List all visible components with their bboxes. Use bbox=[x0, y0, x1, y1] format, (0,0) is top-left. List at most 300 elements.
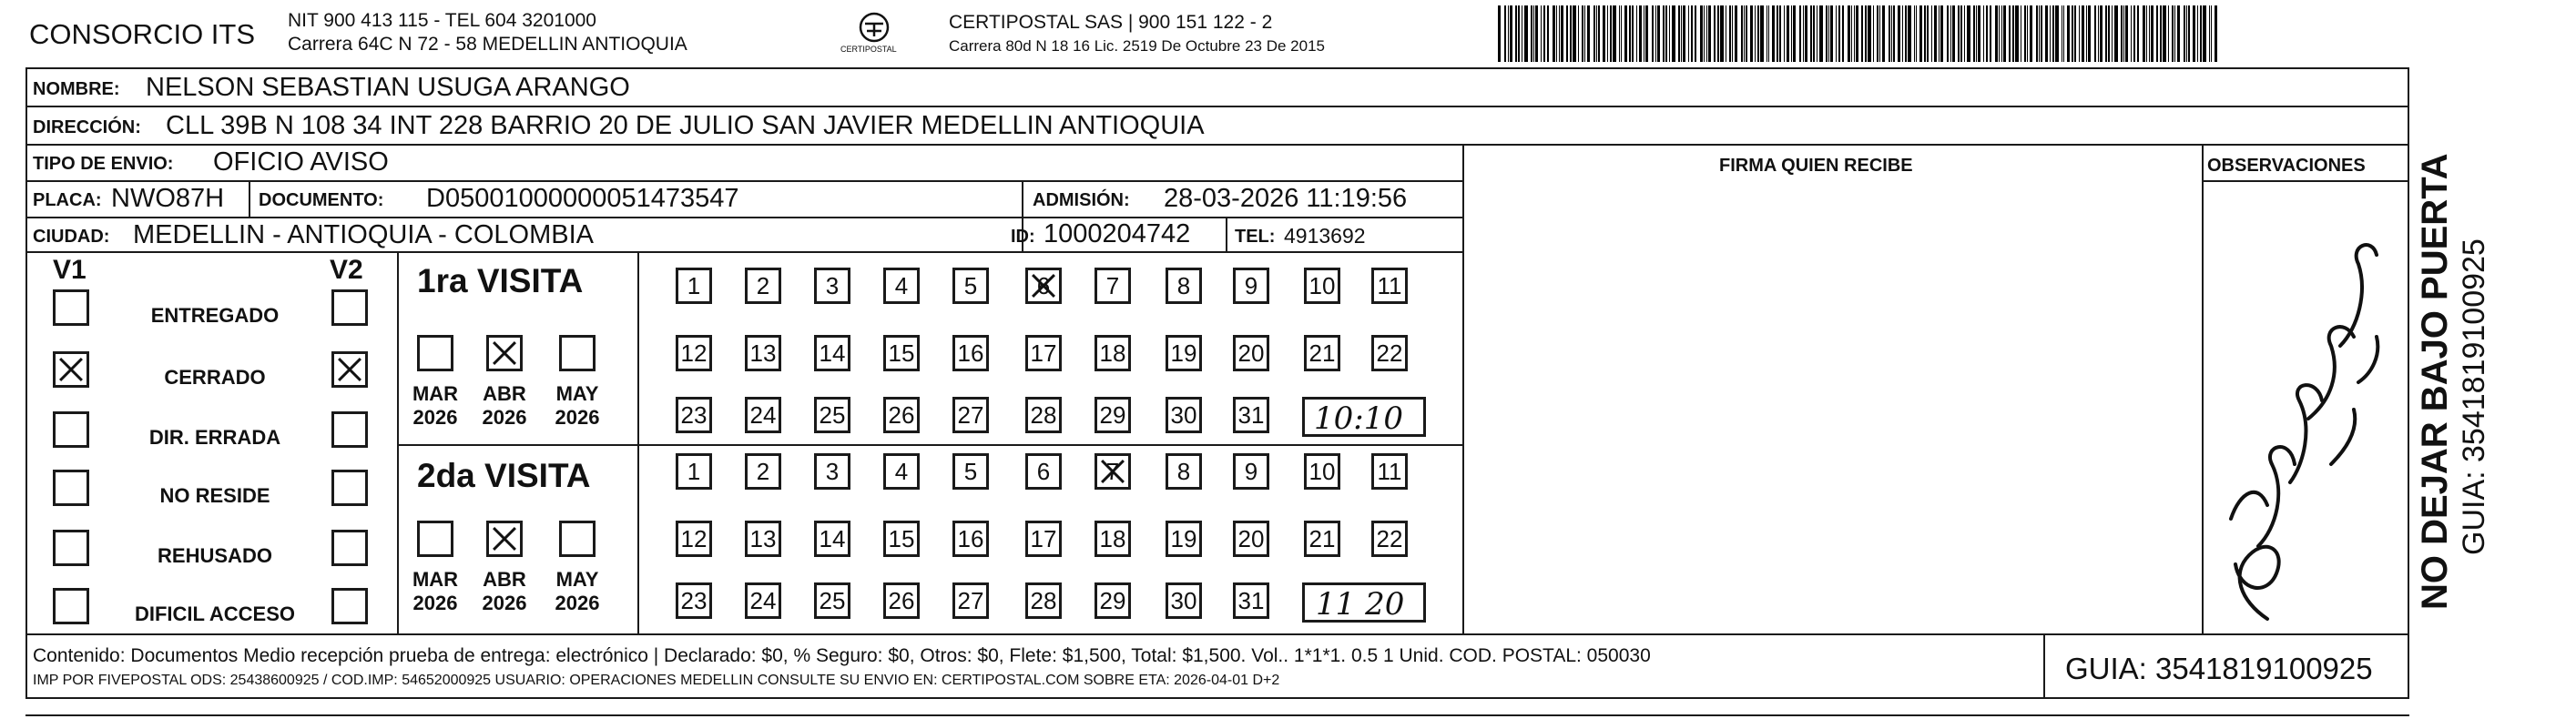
barcode-bar bbox=[2186, 5, 2187, 62]
status-label: DIR. ERRADA bbox=[148, 426, 281, 449]
visit2-day-number: 19 bbox=[1170, 524, 1197, 552]
visit1-day-box[interactable] bbox=[745, 397, 781, 433]
visit1-time-box bbox=[1302, 397, 1426, 437]
visit2-day-box[interactable] bbox=[1025, 521, 1062, 557]
barcode-bar bbox=[1510, 5, 1512, 62]
visit2-day-box[interactable] bbox=[676, 453, 712, 490]
visit1-day-box[interactable] bbox=[1233, 268, 1269, 304]
visit1-day-box[interactable] bbox=[1166, 268, 1202, 304]
row-rule-1 bbox=[25, 106, 2409, 107]
visit1-day-box[interactable] bbox=[1166, 397, 1202, 433]
barcode-bar bbox=[1700, 5, 1703, 62]
visit2-day-box[interactable] bbox=[1095, 582, 1131, 619]
barcode-bar bbox=[1607, 5, 1608, 62]
visit2-day-box[interactable] bbox=[1371, 521, 1408, 557]
barcode-bar bbox=[1515, 5, 1517, 62]
v2-checkbox[interactable] bbox=[331, 351, 368, 388]
visit1-day-box[interactable] bbox=[1371, 268, 1408, 304]
visit2-day-box[interactable] bbox=[745, 521, 781, 557]
visit2-day-number: 22 bbox=[1376, 524, 1403, 552]
barcode-bar bbox=[1851, 5, 1852, 62]
status-label: CERRADO bbox=[164, 366, 266, 389]
visit2-day-box[interactable] bbox=[1166, 521, 1202, 557]
visit2-month-label: ABR bbox=[483, 568, 526, 591]
barcode-bar bbox=[1819, 5, 1823, 62]
col-firma-left bbox=[1462, 144, 1464, 633]
barcode-bar bbox=[1976, 5, 1977, 62]
barcode-bar bbox=[2125, 5, 2128, 62]
barcode-bar bbox=[2121, 5, 2123, 62]
id-label: ID: bbox=[1011, 227, 1035, 247]
visit1-day-box[interactable] bbox=[1095, 335, 1131, 371]
visit2-day-number: 2 bbox=[756, 457, 770, 485]
barcode-bar bbox=[1744, 5, 1745, 62]
visit1-day-number: 13 bbox=[749, 339, 777, 367]
barcode-bar bbox=[1672, 5, 1675, 62]
barcode-bar bbox=[1898, 5, 1900, 62]
visit1-day-box[interactable] bbox=[1371, 335, 1408, 371]
barcode-bar bbox=[1861, 5, 1863, 62]
ciudad-label: CIUDAD: bbox=[33, 227, 110, 247]
barcode-bar bbox=[1596, 5, 1597, 62]
barcode-bar bbox=[2082, 5, 2084, 62]
barcode-bar bbox=[1695, 5, 1696, 62]
visit1-day-number: 1 bbox=[687, 271, 701, 299]
visit2-time-box bbox=[1302, 582, 1426, 623]
barcode-bar bbox=[1964, 5, 1965, 62]
row-rule-5 bbox=[25, 251, 1462, 253]
barcode-bar bbox=[2137, 5, 2139, 62]
visit1-day-number: 17 bbox=[1030, 339, 1057, 367]
barcode-bar bbox=[2151, 5, 2153, 62]
visit2-day-box[interactable] bbox=[1095, 453, 1131, 490]
barcode-bar bbox=[1760, 5, 1764, 62]
barcode-bar bbox=[2100, 5, 2103, 62]
visit2-day-box[interactable] bbox=[745, 582, 781, 619]
barcode-bar bbox=[1879, 5, 1880, 62]
visit2-day-box[interactable] bbox=[952, 521, 989, 557]
courier-line-1: CERTIPOSTAL SAS | 900 151 122 - 2 bbox=[949, 12, 1273, 33]
visit2-day-number: 23 bbox=[680, 586, 708, 614]
visit1-day-box[interactable] bbox=[952, 335, 989, 371]
visit2-day-box[interactable] bbox=[676, 521, 712, 557]
v1-checkbox[interactable] bbox=[53, 588, 89, 624]
barcode-bar bbox=[1791, 5, 1792, 62]
barcode-bar bbox=[1826, 5, 1828, 62]
barcode-bar bbox=[2088, 5, 2091, 62]
barcode-bar bbox=[2149, 5, 2150, 62]
barcode-bar bbox=[1877, 5, 1879, 62]
barcode-bar bbox=[1735, 5, 1737, 62]
tel-value: 4913692 bbox=[1284, 224, 1366, 248]
barcode-bar bbox=[1655, 5, 1656, 62]
footer-rule bbox=[25, 633, 2409, 635]
visit2-day-box[interactable] bbox=[1095, 521, 1131, 557]
visit2-day-box[interactable] bbox=[1025, 582, 1062, 619]
visit2-day-number: 15 bbox=[888, 524, 915, 552]
visit2-month-checkbox[interactable] bbox=[559, 521, 596, 557]
visit2-day-box[interactable] bbox=[1025, 453, 1062, 490]
barcode-bar bbox=[1570, 5, 1572, 62]
barcode-bar bbox=[2063, 5, 2064, 62]
barcode-bar bbox=[1629, 5, 1631, 62]
barcode-bar bbox=[1854, 5, 1855, 62]
visit1-day-box[interactable] bbox=[1166, 335, 1202, 371]
visit1-day-box[interactable] bbox=[1233, 335, 1269, 371]
visit2-day-box[interactable] bbox=[745, 453, 781, 490]
barcode-bar bbox=[1619, 5, 1620, 62]
barcode-bar bbox=[1793, 5, 1796, 62]
footer-guia: GUIA: 3541819100925 bbox=[2065, 652, 2373, 685]
visit1-day-number: 20 bbox=[1237, 339, 1265, 367]
footer-contenido: Contenido: Documentos Medio recepción prueba de entrega: electrónico | Declarado: $0, % Seguro: $0, Otros: $0, Flete: $1,500, Total: $1,500. Vol.. 1*1*1. 0.5 1 Unid. COD. POSTAL: 050030 bbox=[33, 645, 1651, 666]
barcode-bar bbox=[2041, 5, 2042, 62]
barcode-bar bbox=[1732, 5, 1733, 62]
visit1-day-number: 24 bbox=[749, 400, 777, 429]
visit2-day-box[interactable] bbox=[1166, 453, 1202, 490]
barcode-bar bbox=[2072, 5, 2073, 62]
handwritten-signature bbox=[2204, 191, 2408, 632]
col-status-right bbox=[397, 251, 399, 633]
barcode-bar bbox=[2131, 5, 2132, 62]
visit2-day-box[interactable] bbox=[1371, 453, 1408, 490]
firma-header: FIRMA QUIEN RECIBE bbox=[1719, 156, 1913, 176]
barcode-bar bbox=[1547, 5, 1549, 62]
barcode-bar bbox=[1561, 5, 1563, 62]
visit1-day-number: 10 bbox=[1308, 271, 1336, 299]
barcode-bar bbox=[1838, 5, 1840, 62]
admision-value: 28-03-2026 11:19:56 bbox=[1164, 184, 1408, 213]
barcode-bar bbox=[1624, 5, 1627, 62]
barcode-bar bbox=[1610, 5, 1612, 62]
barcode-bar bbox=[1717, 5, 1719, 62]
barcode-bar bbox=[2211, 5, 2212, 62]
visit2-day-box[interactable] bbox=[814, 582, 850, 619]
col-months-right bbox=[637, 251, 639, 633]
barcode-bar bbox=[1939, 5, 1940, 62]
barcode-bar bbox=[1927, 5, 1929, 62]
visit1-day-box[interactable] bbox=[1233, 397, 1269, 433]
v1-checkbox[interactable] bbox=[53, 470, 89, 506]
barcode-bar bbox=[1873, 5, 1874, 62]
barcode-bar bbox=[2156, 5, 2158, 62]
barcode-bar bbox=[2024, 5, 2026, 62]
barcode-bar bbox=[1958, 5, 1960, 62]
visit1-day-box[interactable] bbox=[814, 268, 850, 304]
visit1-day-box[interactable] bbox=[883, 268, 920, 304]
visit2-day-box[interactable] bbox=[814, 521, 850, 557]
visit1-day-number: 11 bbox=[1377, 271, 1402, 299]
v1-checkbox[interactable] bbox=[53, 530, 89, 566]
company-line-2: Carrera 64C N 72 - 58 MEDELLIN ANTIOQUIA bbox=[288, 34, 687, 55]
visit2-day-box[interactable] bbox=[676, 582, 712, 619]
visit1-day-number: 28 bbox=[1030, 400, 1057, 429]
frame-right bbox=[2408, 67, 2409, 699]
visit1-day-number: 31 bbox=[1237, 400, 1265, 429]
visit2-day-box[interactable] bbox=[883, 521, 920, 557]
barcode-bar bbox=[1559, 5, 1560, 62]
visit1-day-box[interactable] bbox=[676, 397, 712, 433]
barcode-bar bbox=[1603, 5, 1605, 62]
barcode-bar bbox=[1787, 5, 1789, 62]
visit1-day-number: 14 bbox=[819, 339, 846, 367]
visit1-day-box[interactable] bbox=[1095, 397, 1131, 433]
barcode-bar bbox=[1498, 5, 1501, 62]
v1-checkbox[interactable] bbox=[53, 351, 89, 388]
v1-checkbox[interactable] bbox=[53, 289, 89, 326]
visit2-year-label: 2026 bbox=[482, 592, 527, 614]
barcode-bar bbox=[1983, 5, 1984, 62]
visit1-month-label: ABR bbox=[483, 382, 526, 405]
barcode-bar bbox=[2174, 5, 2175, 62]
v2-checkbox[interactable] bbox=[331, 289, 368, 326]
barcode-bar bbox=[1891, 5, 1892, 62]
barcode-bar bbox=[2168, 5, 2169, 62]
barcode-bar bbox=[1504, 5, 1506, 62]
barcode-bar bbox=[2055, 5, 2059, 62]
visit1-day-box[interactable] bbox=[745, 268, 781, 304]
barcode-bar bbox=[1553, 5, 1555, 62]
visit2-day-box[interactable] bbox=[1233, 453, 1269, 490]
visit1-year-label: 2026 bbox=[412, 406, 458, 429]
barcode-bar bbox=[2001, 5, 2002, 62]
visit2-day-number: 11 bbox=[1377, 457, 1402, 485]
barcode-bar bbox=[1777, 5, 1778, 62]
visit2-day-box[interactable] bbox=[1166, 582, 1202, 619]
barcode bbox=[1498, 5, 2226, 62]
visit2-day-box[interactable] bbox=[952, 582, 989, 619]
barcode-bar bbox=[2143, 5, 2145, 62]
visit1-day-number: 18 bbox=[1099, 339, 1126, 367]
visit2-year-label: 2026 bbox=[412, 592, 458, 614]
barcode-bar bbox=[2215, 5, 2217, 62]
visit2-month-label: MAR bbox=[412, 568, 459, 591]
frame-bottom bbox=[25, 697, 2409, 699]
barcode-bar bbox=[2036, 5, 2038, 62]
barcode-bar bbox=[1768, 5, 1769, 62]
visit2-month-checkbox[interactable] bbox=[486, 521, 523, 557]
visit2-day-number: 21 bbox=[1308, 524, 1336, 552]
barcode-bar bbox=[1908, 5, 1911, 62]
logo-text: CERTIPOSTAL bbox=[840, 45, 897, 54]
barcode-bar bbox=[1573, 5, 1576, 62]
visit1-day-box[interactable] bbox=[1025, 397, 1062, 433]
visit1-day-number: 29 bbox=[1099, 400, 1126, 429]
visit2-day-number: 5 bbox=[963, 457, 978, 485]
barcode-bar bbox=[1741, 5, 1743, 62]
visit2-day-box[interactable] bbox=[814, 453, 850, 490]
col-footer-guia bbox=[2043, 633, 2045, 697]
barcode-bar bbox=[2015, 5, 2019, 62]
barcode-bar bbox=[2052, 5, 2054, 62]
barcode-bar bbox=[1960, 5, 1962, 62]
barcode-bar bbox=[1657, 5, 1660, 62]
barcode-bar bbox=[1978, 5, 1980, 62]
barcode-bar bbox=[1856, 5, 1858, 62]
visit2-month-checkbox[interactable] bbox=[417, 521, 453, 557]
barcode-bar bbox=[1924, 5, 1926, 62]
visit1-day-number: 9 bbox=[1244, 271, 1258, 299]
v2-checkbox[interactable] bbox=[331, 530, 368, 566]
visit1-day-number: 7 bbox=[1105, 271, 1120, 299]
barcode-bar bbox=[1683, 5, 1685, 62]
visit1-day-number: 26 bbox=[888, 400, 915, 429]
visit2-day-box[interactable] bbox=[1304, 453, 1340, 490]
footer-imp: IMP POR FIVEPOSTAL ODS: 25438600925 / COD.IMP: 54652000925 USUARIO: OPERACIONES MEDELLIN CONSULTE SU ENVIO EN: CERTIPOSTAL.COM SOBRE ETA: 2026-04-01 D+2 bbox=[33, 673, 1280, 688]
barcode-bar bbox=[1799, 5, 1801, 62]
visit2-day-number: 10 bbox=[1308, 457, 1336, 485]
v2-checkbox[interactable] bbox=[331, 411, 368, 448]
visit1-title: 1ra VISITA bbox=[417, 262, 584, 299]
barcode-bar bbox=[1842, 5, 1844, 62]
row-rule-2 bbox=[25, 144, 2409, 146]
barcode-bar bbox=[1708, 5, 1711, 62]
visit2-day-number: 13 bbox=[749, 524, 777, 552]
barcode-bar bbox=[1889, 5, 1890, 62]
visit2-day-number: 29 bbox=[1099, 586, 1126, 614]
visit1-day-box[interactable] bbox=[883, 397, 920, 433]
barcode-bar bbox=[1916, 5, 1917, 62]
barcode-bar bbox=[2009, 5, 2011, 62]
v2-checkbox[interactable] bbox=[331, 588, 368, 624]
row-rule-4 bbox=[25, 217, 1462, 218]
visit1-day-number: 25 bbox=[819, 400, 846, 429]
v2-checkbox[interactable] bbox=[331, 470, 368, 506]
barcode-bar bbox=[1803, 5, 1804, 62]
documento-value: D05001000000051473547 bbox=[426, 184, 739, 213]
visit1-day-box[interactable] bbox=[952, 268, 989, 304]
tel-label: TEL: bbox=[1235, 227, 1276, 247]
visit2-day-box[interactable] bbox=[1233, 582, 1269, 619]
barcode-bar bbox=[1587, 5, 1590, 62]
admision-label: ADMISIÓN: bbox=[1033, 190, 1130, 210]
observaciones-header: OBSERVACIONES bbox=[2207, 156, 2366, 176]
visit1-day-box[interactable] bbox=[1095, 268, 1131, 304]
barcode-bar bbox=[1973, 5, 1975, 62]
barcode-bar bbox=[1848, 5, 1850, 62]
barcode-bar bbox=[1535, 5, 1538, 62]
barcode-bar bbox=[1541, 5, 1542, 62]
visit1-month-checkbox[interactable] bbox=[417, 335, 453, 371]
barcode-bar bbox=[1999, 5, 2000, 62]
barcode-bar bbox=[1934, 5, 1937, 62]
visit2-day-number: 8 bbox=[1176, 457, 1191, 485]
barcode-bar bbox=[2193, 5, 2195, 62]
barcode-bar bbox=[1704, 5, 1705, 62]
barcode-bar bbox=[1720, 5, 1724, 62]
v2-header: V2 bbox=[330, 255, 363, 285]
barcode-bar bbox=[1746, 5, 1747, 62]
visit2-day-box[interactable] bbox=[1304, 521, 1340, 557]
barcode-bar bbox=[1556, 5, 1557, 62]
visit1-month-checkbox[interactable] bbox=[486, 335, 523, 371]
barcode-bar bbox=[1750, 5, 1753, 62]
visit2-day-box[interactable] bbox=[883, 582, 920, 619]
visit-divider bbox=[397, 444, 1462, 446]
visit2-day-box[interactable] bbox=[1233, 521, 1269, 557]
visit1-day-number: 23 bbox=[680, 400, 708, 429]
frame-left bbox=[25, 67, 27, 699]
barcode-bar bbox=[1518, 5, 1520, 62]
visit1-day-box[interactable] bbox=[952, 397, 989, 433]
company-name: CONSORCIO ITS bbox=[29, 18, 256, 50]
barcode-bar bbox=[1950, 5, 1951, 62]
barcode-bar bbox=[1593, 5, 1595, 62]
visit1-day-box[interactable] bbox=[814, 335, 850, 371]
barcode-bar bbox=[1952, 5, 1955, 62]
barcode-bar bbox=[1919, 5, 1922, 62]
barcode-bar bbox=[1810, 5, 1812, 62]
visit1-day-box[interactable] bbox=[1304, 335, 1340, 371]
visit2-day-box[interactable] bbox=[883, 453, 920, 490]
visit1-day-box[interactable] bbox=[1025, 268, 1062, 304]
barcode-bar bbox=[1636, 5, 1637, 62]
barcode-bar bbox=[1805, 5, 1807, 62]
visit1-day-box[interactable] bbox=[814, 397, 850, 433]
visit2-day-number: 28 bbox=[1030, 586, 1057, 614]
visit2-title: 2da VISITA bbox=[417, 457, 591, 494]
barcode-bar bbox=[1652, 5, 1654, 62]
ciudad-value: MEDELLIN - ANTIOQUIA - COLOMBIA bbox=[133, 220, 594, 249]
barcode-bar bbox=[1865, 5, 1867, 62]
barcode-bar bbox=[2045, 5, 2048, 62]
row-rule-3 bbox=[25, 180, 1462, 182]
placa-value: NWO87H bbox=[111, 184, 225, 213]
barcode-bar bbox=[1669, 5, 1670, 62]
barcode-bar bbox=[1584, 5, 1585, 62]
barcode-bar bbox=[1621, 5, 1622, 62]
direccion-value: CLL 39B N 108 34 INT 228 BARRIO 20 DE JULIO SAN JAVIER MEDELLIN ANTIOQUIA bbox=[166, 111, 1205, 140]
visit1-day-number: 30 bbox=[1170, 400, 1197, 429]
v1-header: V1 bbox=[53, 255, 87, 285]
barcode-bar bbox=[2027, 5, 2028, 62]
barcode-bar bbox=[1598, 5, 1600, 62]
visit2-day-box[interactable] bbox=[952, 453, 989, 490]
frame-top bbox=[25, 67, 2409, 69]
visit1-day-number: 8 bbox=[1176, 271, 1191, 299]
barcode-bar bbox=[1986, 5, 1988, 62]
barcode-bar bbox=[1914, 5, 1915, 62]
barcode-bar bbox=[1755, 5, 1756, 62]
row-rule-4b bbox=[2202, 180, 2409, 182]
barcode-bar bbox=[2030, 5, 2032, 62]
barcode-bar bbox=[2114, 5, 2118, 62]
visit1-day-box[interactable] bbox=[883, 335, 920, 371]
barcode-bar bbox=[1639, 5, 1642, 62]
v1-checkbox[interactable] bbox=[53, 411, 89, 448]
visit1-day-box[interactable] bbox=[676, 335, 712, 371]
visit1-day-box[interactable] bbox=[1304, 268, 1340, 304]
visit1-month-checkbox[interactable] bbox=[559, 335, 596, 371]
visit2-day-number: 24 bbox=[749, 586, 777, 614]
visit2-day-number: 30 bbox=[1170, 586, 1197, 614]
barcode-bar bbox=[1940, 5, 1943, 62]
visit1-day-box[interactable] bbox=[676, 268, 712, 304]
tipo-label: TIPO DE ENVIO: bbox=[33, 154, 174, 174]
nombre-value: NELSON SEBASTIAN USUGA ARANGO bbox=[146, 73, 630, 102]
visit1-day-number: 12 bbox=[680, 339, 708, 367]
barcode-bar bbox=[1868, 5, 1871, 62]
visit1-year-label: 2026 bbox=[482, 406, 527, 429]
visit1-day-number: 5 bbox=[963, 271, 978, 299]
barcode-bar bbox=[1830, 5, 1833, 62]
visit1-day-box[interactable] bbox=[745, 335, 781, 371]
barcode-bar bbox=[1678, 5, 1680, 62]
barcode-bar bbox=[1779, 5, 1781, 62]
courier-line-2: Carrera 80d N 18 16 Lic. 2519 De Octubre 23 De 2015 bbox=[949, 37, 1325, 55]
barcode-bar bbox=[2177, 5, 2180, 62]
visit1-day-box[interactable] bbox=[1025, 335, 1062, 371]
